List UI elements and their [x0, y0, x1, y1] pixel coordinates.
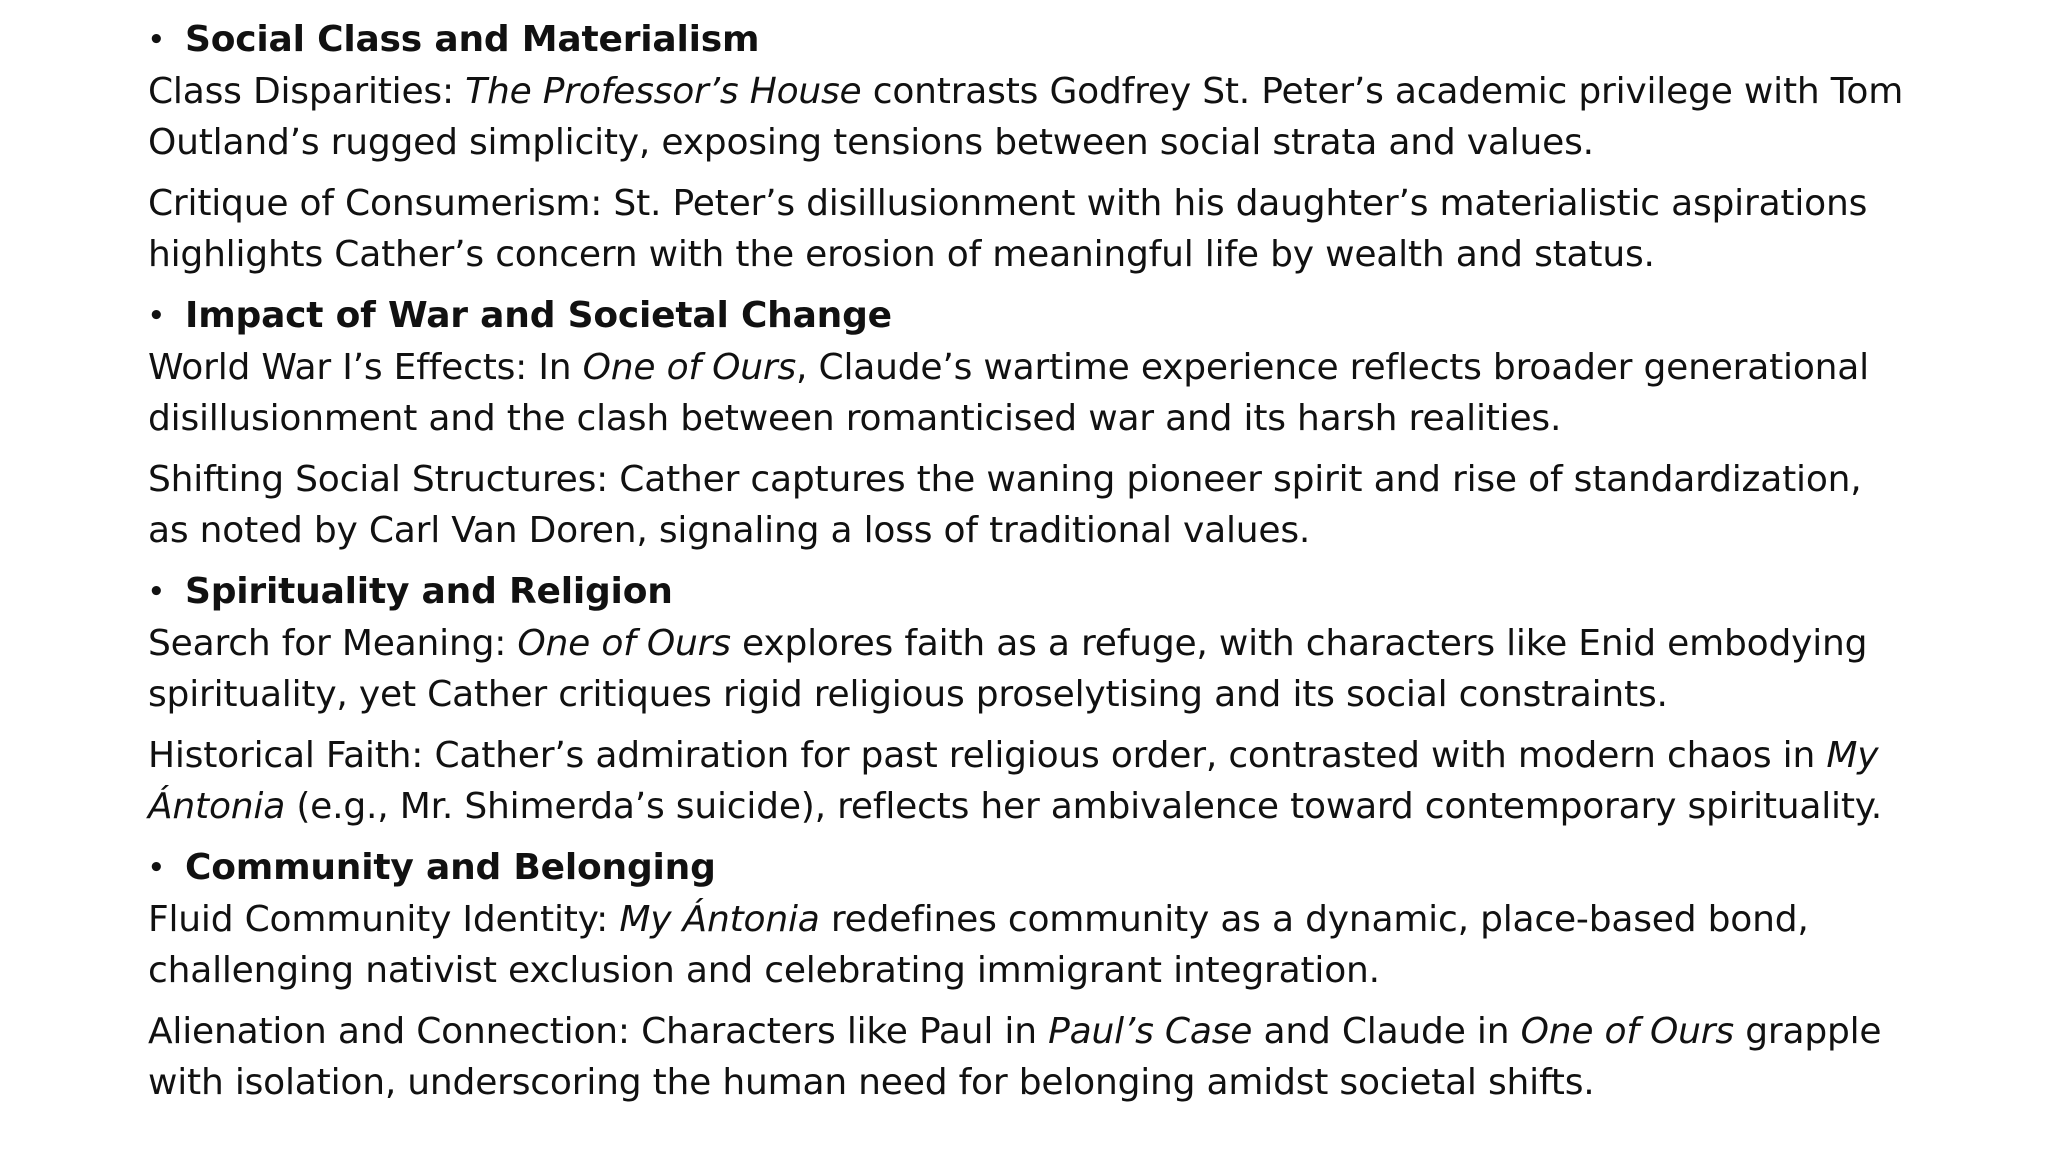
paragraph-text: (e.g., Mr. Shimerda’s suicide), reflects her ambivalence toward contemporary spirituality.	[285, 786, 1882, 827]
section-heading: Community and Belonging	[185, 847, 716, 888]
italic-title-text: One of Ours	[1520, 1011, 1734, 1052]
paragraph-text: grapple with isolation, underscoring the human need for belonging amidst societal shifts.	[148, 1011, 1882, 1103]
section-paragraph	[148, 178, 1908, 280]
section-heading-row	[148, 842, 1908, 894]
section-paragraph	[148, 66, 1908, 168]
paragraph-text: World War I’s Effects: In	[148, 347, 583, 388]
section-heading: Impact of War and Societal Change	[185, 295, 892, 336]
italic-title-text: One of Ours	[517, 623, 731, 664]
section-paragraph	[148, 342, 1908, 444]
section-heading-row	[148, 290, 1908, 342]
bullet-icon: •	[148, 301, 165, 331]
bullet-icon: •	[148, 577, 165, 607]
bullet-icon: •	[148, 25, 165, 55]
italic-title-text: Paul’s Case	[1048, 1011, 1253, 1052]
paragraph-text: contrasts Godfrey St. Peter’s academic privilege with Tom Outland’s rugged simplicity, exposing tensions between social strata and values.	[148, 71, 1904, 163]
paragraph-text: Shifting Social Structures: Cather captures the waning pioneer spirit and rise of standardization, as noted by Carl Van Doren, signaling a loss of traditional values.	[148, 459, 1862, 551]
section-paragraph	[148, 730, 1908, 832]
paragraph-text: and Claude in	[1252, 1011, 1521, 1052]
section-heading-row	[148, 14, 1908, 66]
section-heading: Social Class and Materialism	[185, 19, 760, 60]
paragraph-text: Search for Meaning:	[148, 623, 518, 664]
section-paragraph	[148, 618, 1908, 720]
paragraph-text: Fluid Community Identity:	[148, 899, 620, 940]
italic-title-text: The Professor’s House	[465, 71, 862, 112]
paragraph-text: Alienation and Connection: Characters like Paul in	[148, 1011, 1049, 1052]
italic-title-text: My Ántonia	[619, 899, 820, 940]
paragraph-text: Critique of Consumerism: St. Peter’s disillusionment with his daughter’s materialistic aspirations highlights Cather’s concern with the erosion of meaningful life by wealth and status.	[148, 183, 1868, 275]
section-paragraph	[148, 1006, 1908, 1108]
italic-title-text: My Ántonia	[148, 735, 1879, 827]
paragraph-text: Class Disparities:	[148, 71, 466, 112]
paragraph-text: explores faith as a refuge, with characters like Enid embodying spirituality, yet Cather critiques rigid religious proselytising and its social constraints.	[148, 623, 1868, 715]
bullet-icon: •	[148, 853, 165, 883]
paragraph-text: Historical Faith: Cather’s admiration for past religious order, contrasted with modern chaos in	[148, 735, 1827, 776]
paragraph-text: , Claude’s wartime experience reflects broader generational disillusionment and the clash between romanticised war and its harsh realities.	[148, 347, 1869, 439]
section-paragraph	[148, 454, 1908, 556]
section-heading-row	[148, 566, 1908, 618]
italic-title-text: One of Ours	[582, 347, 797, 388]
section-paragraph	[148, 894, 1908, 996]
section-heading: Spirituality and Religion	[185, 571, 673, 612]
paragraph-text: redefines community as a dynamic, place-based bond, challenging nativist exclusion and celebrating immigrant integration.	[148, 899, 1809, 991]
